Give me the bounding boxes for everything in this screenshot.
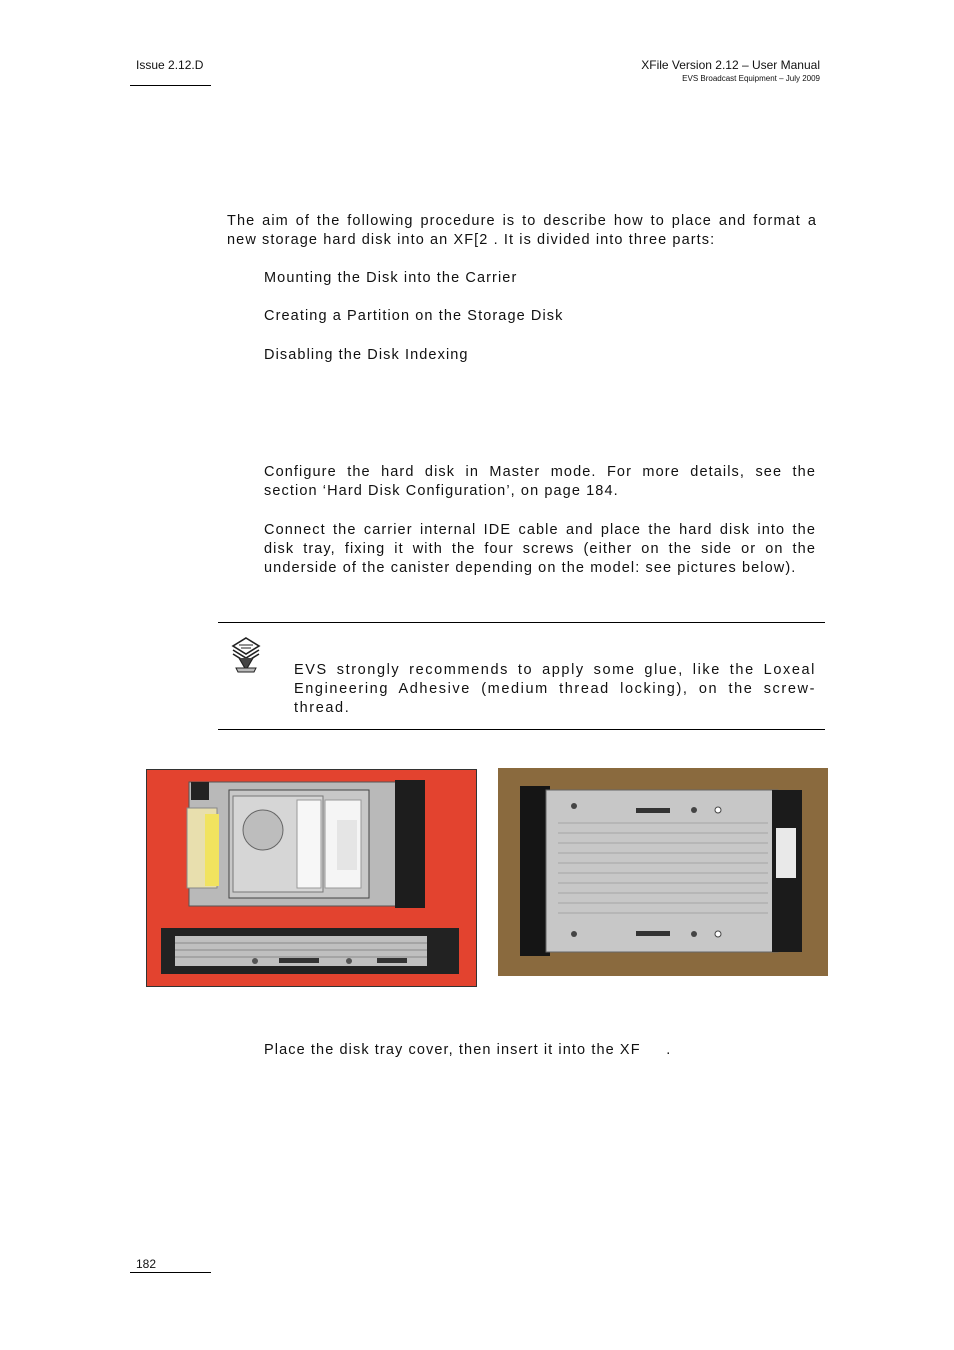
company-date: EVS Broadcast Equipment – July 2009 xyxy=(682,74,820,83)
part-item-indexing: Disabling the Disk Indexing xyxy=(264,347,469,363)
step-connect: Connect the carrier internal IDE cable and place the hard disk into the disk tray, fixing it with the four screws (either on the side or on the underside of the canister depending on the model: see pictures below). xyxy=(264,522,816,576)
note-text: EVS strongly recommends to apply some glue, like the Loxeal Engineering Adhesive (medium thread locking), on the screw-thread. xyxy=(294,662,816,716)
step-configure: Configure the hard disk in Master mode. For more details, see the section ‘Hard Disk Configuration’, on page 184. xyxy=(264,464,816,499)
page-number: 182 xyxy=(136,1257,157,1271)
photo-carrier-underside xyxy=(498,768,828,976)
manual-title: XFile Version 2.12 – User Manual xyxy=(641,58,820,72)
issue-label: Issue 2.12.D xyxy=(136,58,204,72)
part-item-partition: Creating a Partition on the Storage Disk xyxy=(264,308,564,324)
part-item-mounting: Mounting the Disk into the Carrier xyxy=(264,270,518,286)
header-rule xyxy=(130,85,211,86)
note-bottom-rule xyxy=(218,729,825,730)
note-icon xyxy=(230,636,262,674)
step-place-cover: Place the disk tray cover, then insert it into the XF . xyxy=(264,1042,672,1058)
footer-rule xyxy=(130,1272,211,1273)
photo-disk-in-carrier xyxy=(146,769,477,987)
note-top-rule xyxy=(218,622,825,623)
intro-paragraph: The aim of the following procedure is to describe how to place and format a new storage hard disk into an XF[2 . It is divided into three parts: xyxy=(227,213,817,248)
